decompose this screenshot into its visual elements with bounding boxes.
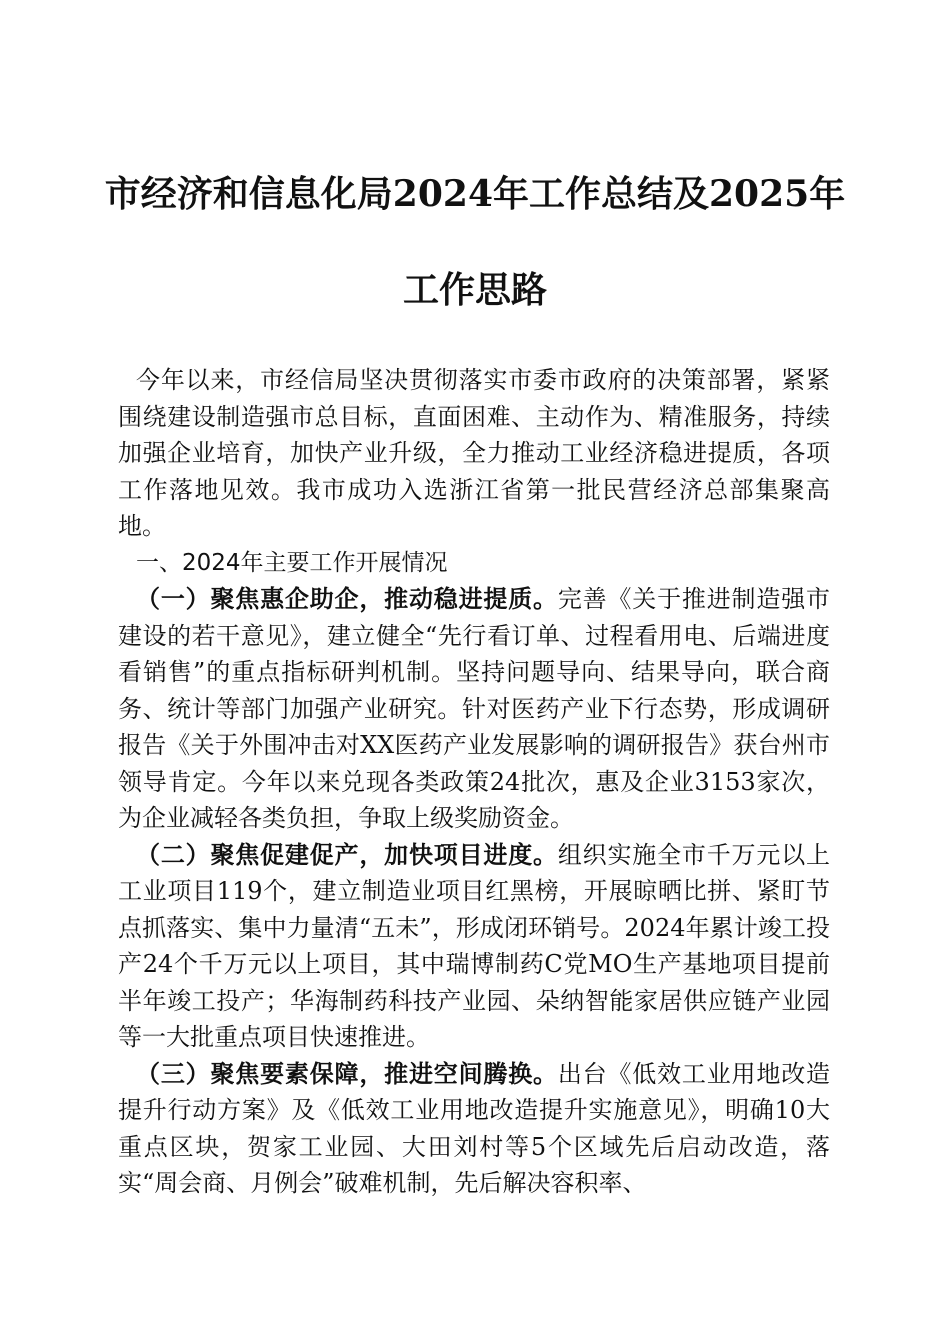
intro-paragraph: 今年以来，市经信局坚决贯彻落实市委市政府的决策部署，紧紧围绕建设制造强市总目标，直面困难、主动作为、精准服务，持续加强企业培育，加快产业升级，全力推动工业经济稳进提质，各项工作落地见效。我市成功入选浙江省第一批民营经济总部集聚高地。 (118, 366, 830, 540)
item-text-1: 完善《关于推进制造强市建设的若干意见》，建立健全“先行看订单、过程看用电、后端进度看销售”的重点指标研判机制。坚持问题导向、结果导向，联合商务、统计等部门加强产业研究。针对医药产业下行态势，形成调研报告《关于外围冲击对XX医药产业发展影响的调研报告》获台州市领导肯定。今年以来兑现各类政策24批次，惠及企业3153家次，为企业减轻各类负担，争取上级奖励资金。 (118, 585, 831, 832)
item-lead-1: （一）聚焦惠企助企，推动稳进提质。 (136, 584, 558, 613)
document-body (118, 362, 830, 1202)
item-lead-2: （二）聚焦促建促产，加快项目进度。 (136, 839, 558, 869)
item-lead-3: （三）聚焦要素保障，推进空间腾换。 (136, 1058, 558, 1088)
item-text-2: 组织实施全市千万元以上工业项目119个，建立制造业项目红黑榜，开展晾晒比拼、紧盯节点抓落实、集中力量清“五未”，形成闭环销号。2024年累计竣工投产24个千万元以上项目，其中瑞博制药C党MO生产基地项目提前半年竣工投产；华海制药科技产业园、朵纳智能家居供应链产业园等一大批重点项目快速推进。 (118, 840, 831, 1051)
item-paragraph-3 (118, 1056, 830, 1202)
item-text-3: 出台《低效工业用地改造提升行动方案》及《低效工业用地改造提升实施意见》，明确10大重点区块，贺家工业园、大田刘村等5个区域先后启动改造，落实“周会商、月例会”破难机制，先后解决容积率、 (118, 1059, 831, 1197)
document-title-line-2: 工作思路 (402, 269, 547, 311)
section-heading: 一、2024年主要工作开展情况 (136, 549, 448, 576)
document-title-line-1: 市经济和信息化局2024年工作总结及2025年 (104, 173, 846, 215)
item-paragraph-1 (118, 581, 830, 837)
item-paragraph-2 (118, 837, 830, 1056)
